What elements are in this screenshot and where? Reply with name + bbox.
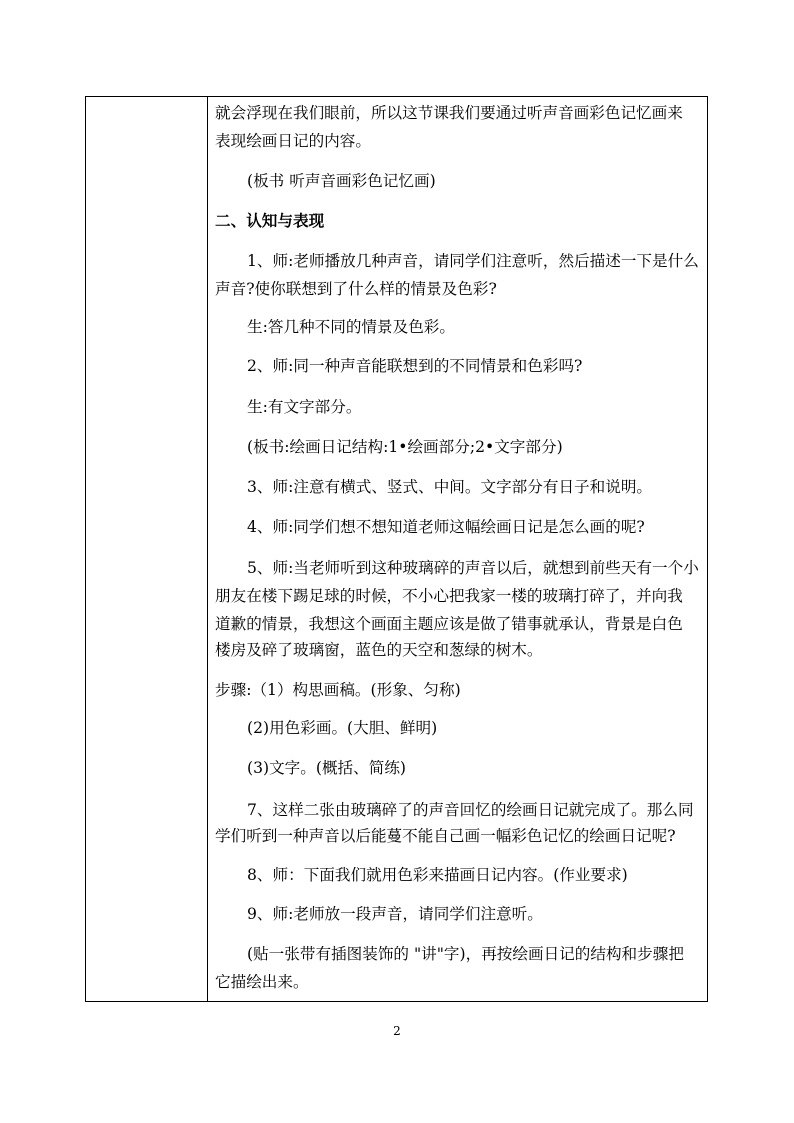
text-line: 道歉的情景，我想这个画面主题应该是做了错事就承认，背景是白色 bbox=[215, 615, 683, 633]
text-line: 步骤:（1）构思画稿。(形象、匀称) bbox=[215, 681, 461, 699]
text-line: (板书 听声音画彩色记忆画) bbox=[247, 172, 436, 190]
text-line: 4、师:同学们想不想知道老师这幅绘画日记是怎么画的呢? bbox=[247, 518, 645, 536]
text-line: 就会浮现在我们眼前，所以这节课我们要通过听声音画彩色记忆画来 bbox=[215, 104, 683, 122]
text-line: 生:有文字部分。 bbox=[247, 398, 362, 416]
text-line: 1、师:老师播放几种声音，请同学们注意听，然后描述一下是什么 bbox=[247, 252, 699, 270]
text-line: (3)文字。(概括、简练) bbox=[247, 759, 407, 777]
text-line: 生:答几种不同的情景及色彩。 bbox=[247, 318, 455, 336]
text-line: 9、师:老师放一段声音，请同学们注意听。 bbox=[247, 905, 543, 923]
text-line: 它描绘出来。 bbox=[215, 973, 309, 991]
text-line: 学们听到一种声音以后能蔓不能自己画一幅彩色记忆的绘画日记呢? bbox=[215, 827, 676, 845]
text-line: 表现绘画日记的内容。 bbox=[215, 132, 371, 150]
text-line: (2)用色彩画。(大胆、鲜明) bbox=[247, 719, 438, 737]
text-line: 7、这样二张由玻璃碎了的声音回忆的绘画日记就完成了。那么同 bbox=[247, 801, 694, 819]
text-line: 2、师:同一种声音能联想到的不同情景和色彩吗? bbox=[247, 357, 583, 375]
text-line: (贴一张带有插图装饰的 "讲"字)，再按绘画日记的结构和步骤把 bbox=[247, 945, 684, 963]
section-heading: 二、认知与表现 bbox=[215, 211, 325, 230]
text-line: 楼房及碎了玻璃窗，蓝色的天空和葱绿的树木。 bbox=[215, 641, 543, 659]
text-line: 3、师:注意有横式、竖式、中间。文字部分有日子和说明。 bbox=[247, 478, 653, 496]
text-line: 朋友在楼下踢足球的时候，不小心把我家一楼的玻璃打碎了，并向我 bbox=[215, 587, 683, 605]
text-line: (板书:绘画日记结构:1•绘画部分;2•文字部分) bbox=[247, 438, 563, 456]
text-line: 8、师：下面我们就用色彩来描画日记内容。(作业要求) bbox=[247, 866, 628, 884]
lesson-table bbox=[85, 96, 708, 1002]
text-line: 声音?使你联想到了什么样的情景及色彩? bbox=[215, 280, 497, 298]
text-line: 5、师:当老师听到这种玻璃碎的声音以后，就想到前些天有一个小 bbox=[247, 559, 699, 577]
column-divider bbox=[207, 97, 208, 1001]
page-number: 2 bbox=[393, 1024, 401, 1038]
